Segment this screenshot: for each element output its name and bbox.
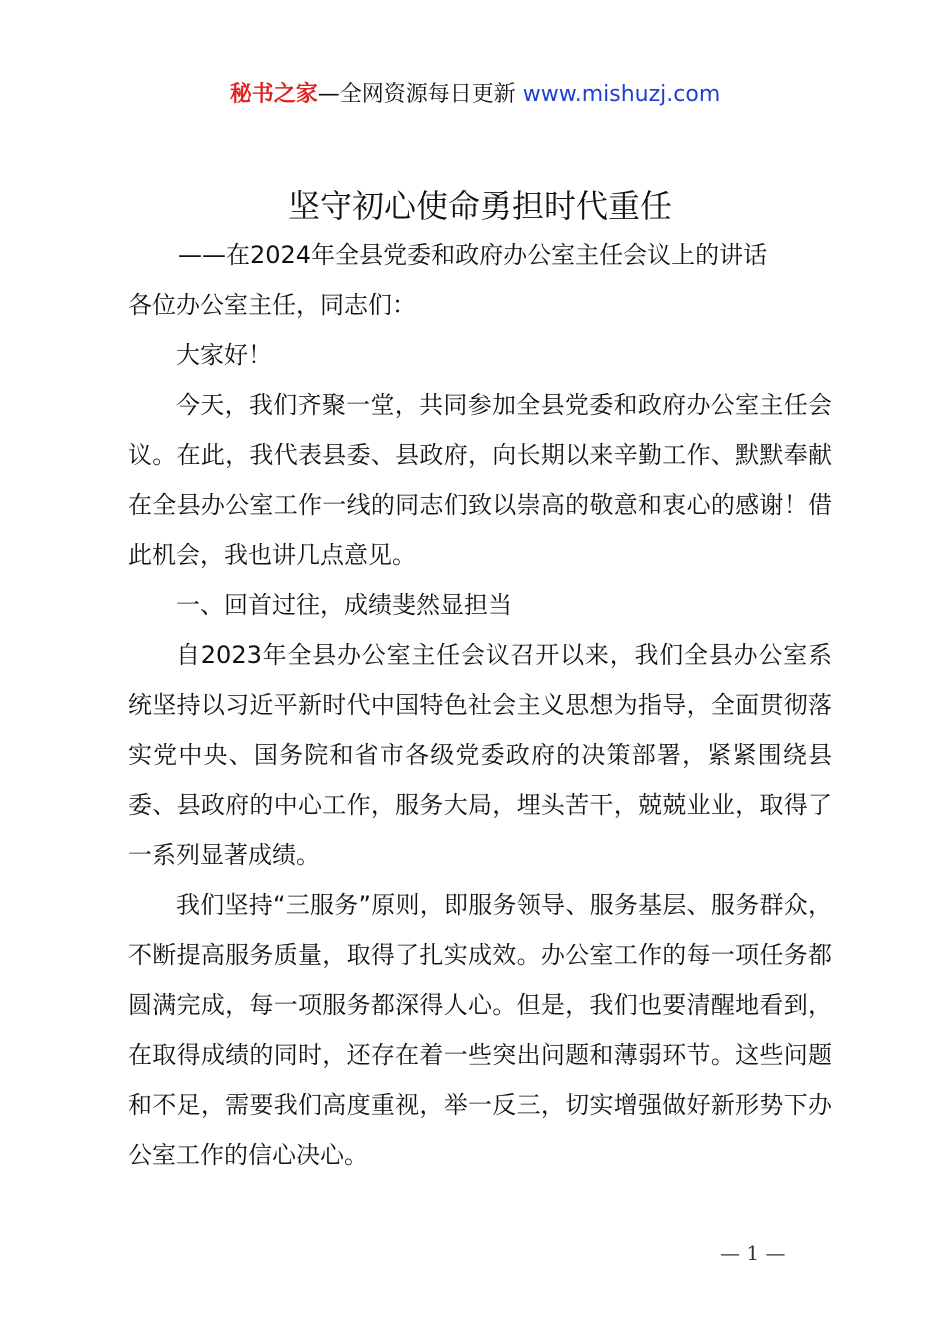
site-url-link[interactable]: www.mishuzj.com: [522, 82, 721, 107]
document-body: [128, 182, 832, 1180]
paragraph-achievements: 自2023年全县办公室主任会议召开以来，我们全县办公室系统坚持以习近平新时代中国特色社会主义思想为指导，全面贯彻落实党中央、国务院和省市各级党委政府的决策部署，紧紧围绕县委、县政府的中心工作，服务大局，埋头苦干，兢兢业业，取得了一系列显著成绩。: [128, 641, 832, 869]
greeting: 大家好！: [176, 341, 272, 369]
paragraph-opening: 今天，我们齐聚一堂，共同参加全县党委和政府办公室主任会议。在此，我代表县委、县政府，向长期以来辛勤工作、默默奉献在全县办公室工作一线的同志们致以崇高的敬意和衷心的感谢！借此机会，我也讲几点意见。: [128, 391, 832, 569]
document-title: 坚守初心使命勇担时代重任: [287, 187, 672, 225]
section-heading-1: 一、回首过往，成绩斐然显担当: [176, 591, 512, 619]
paragraph-three-services: 我们坚持“三服务”原则，即服务领导、服务基层、服务群众，不断提高服务质量，取得了扎实成效。办公室工作的每一项任务都圆满完成，每一项服务都深得人心。但是，我们也要清醒地看到，在取得成绩的同时，还存在着一些突出问题和薄弱环节。这些问题和不足，需要我们高度重视，举一反三，切实增强做好新形势下办公室工作的信心决心。: [128, 891, 832, 1169]
site-brand: 秘书之家: [229, 82, 318, 107]
site-tagline: —全网资源每日更新: [317, 82, 516, 107]
document-subtitle: ——在2024年全县党委和政府办公室主任会议上的讲话: [178, 241, 768, 269]
page-number: — 1 —: [720, 1241, 786, 1265]
site-header: [0, 80, 950, 110]
salutation: 各位办公室主任，同志们：: [128, 291, 416, 319]
